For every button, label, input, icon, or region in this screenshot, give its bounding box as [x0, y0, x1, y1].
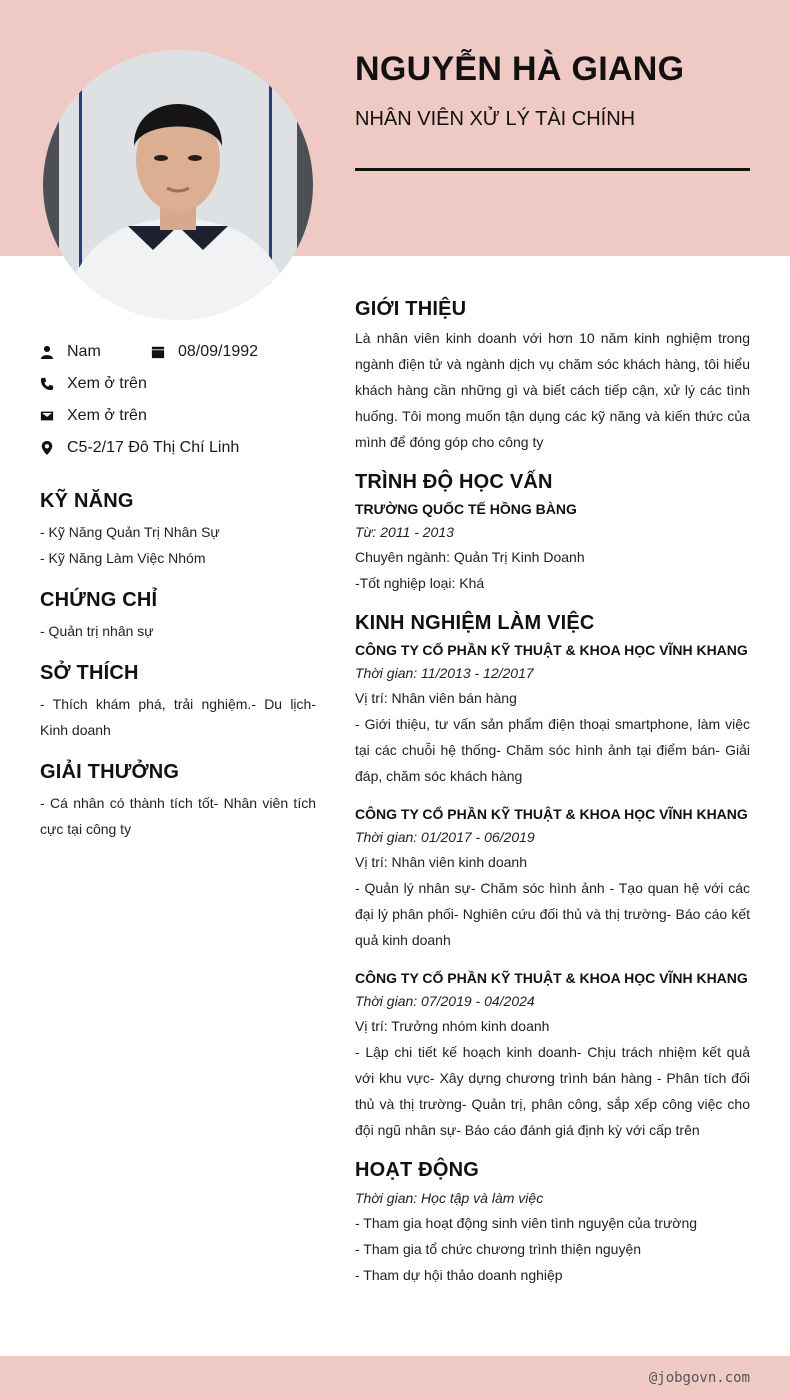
info-row-address: [40, 432, 316, 464]
skill-item: - Kỹ Năng Làm Việc Nhóm: [40, 550, 206, 566]
phone-value: Xem ở trên: [67, 375, 147, 392]
hobbies-title: SỞ THÍCH: [40, 662, 139, 684]
company-name: CÔNG TY CỔ PHẦN KỸ THUẬT & KHOA HỌC VĨNH KHANG: [355, 970, 748, 986]
phone-icon: [40, 377, 54, 391]
job-position: Vị trí: Nhân viên kinh doanh: [355, 854, 527, 870]
activities-section: [355, 1159, 750, 1288]
activity-item: - Tham gia hoạt động sinh viên tình nguyện của trường: [355, 1215, 698, 1231]
location-pin-icon: [40, 441, 54, 455]
info-row-email: [40, 400, 316, 432]
experience-title: KINH NGHIỆM LÀM VIỆC: [355, 612, 595, 634]
job-position: Vị trí: Trưởng nhóm kinh doanh: [355, 1018, 550, 1034]
job-period: Thời gian: 01/2017 - 06/2019: [355, 829, 535, 845]
certificates-title: CHỨNG CHỈ: [40, 589, 158, 611]
activities-period: Thời gian: Học tập và làm việc: [355, 1190, 544, 1206]
person-icon: [40, 345, 54, 359]
job-description: - Quản lý nhân sự- Chăm sóc hình ảnh - Tạo quan hệ với các đại lý phân phối- Nghiên cứu đối thủ và thị trường- Báo cáo kết quả kinh doanh: [355, 880, 750, 948]
left-column: [40, 336, 316, 842]
awards-title: GIẢI THƯỞNG: [40, 761, 180, 783]
gender-value: Nam: [67, 343, 101, 360]
title-divider: [355, 168, 750, 171]
birthday-value: 08/09/1992: [178, 343, 259, 360]
activity-item: - Tham dự hội thảo doanh nghiệp: [355, 1267, 563, 1283]
calendar-icon: [151, 345, 165, 359]
info-row-gender-birthday: [40, 336, 316, 368]
profile-photo: [43, 50, 313, 320]
email-value: Xem ở trên: [67, 407, 147, 424]
intro-text: Là nhân viên kinh doanh với hơn 10 năm kinh nghiệm trong ngành điện tử và ngành dịch vụ chăm sóc khách hàng, tôi hiểu khách hàng cần những gì và biết cách tiếp cận, xử lý các tình huống. Tôi mong muốn tận dụng các kỹ năng và kiến thức của mình để đóng góp cho công ty: [355, 330, 750, 450]
education-title: TRÌNH ĐỘ HỌC VẤN: [355, 471, 553, 493]
address-value: C5-2/17 Đô Thị Chí Linh: [67, 439, 240, 456]
job-entry: [355, 639, 750, 789]
job-description: - Lập chi tiết kế hoạch kinh doanh- Chịu trách nhiệm kết quả với khu vực- Xây dựng chương trình bán hàng - Phân tích đối thủ và thị trường- Quản trị, phân công, sắp xếp công việc cho đội ngũ nhân sự- Báo cáo đánh giá định kỳ với cấp trên: [355, 1044, 750, 1138]
footer-watermark: @jobgovn.com: [648, 1370, 750, 1386]
job-entry: [355, 967, 750, 1143]
mail-icon: [40, 409, 54, 423]
skill-item: - Kỹ Năng Quản Trị Nhân Sự: [40, 524, 220, 540]
job-period: Thời gian: 07/2019 - 04/2024: [355, 993, 535, 1009]
company-name: CÔNG TY CỔ PHẦN KỸ THUẬT & KHOA HỌC VĨNH KHANG: [355, 806, 748, 822]
school-name: TRƯỜNG QUỐC TẾ HỒNG BÀNG: [355, 501, 577, 517]
skills-title: KỸ NĂNG: [40, 490, 134, 512]
education-period: Từ: 2011 - 2013: [355, 524, 454, 540]
job-position: Vị trí: Nhân viên bán hàng: [355, 690, 517, 706]
job-period: Thời gian: 11/2013 - 12/2017: [355, 665, 534, 681]
awards-text: - Cá nhân có thành tích tốt- Nhân viên tích cực tại công ty: [40, 795, 316, 837]
hobbies-text: - Thích khám phá, trải nghiệm.- Du lịch- Kinh doanh: [40, 696, 316, 738]
education-major: Chuyên ngành: Quản Trị Kinh Doanh: [355, 549, 585, 565]
info-row-phone: [40, 368, 316, 400]
job-title: NHÂN VIÊN XỬ LÝ TÀI CHÍNH: [355, 108, 636, 130]
company-name: CÔNG TY CỔ PHẦN KỸ THUẬT & KHOA HỌC VĨNH KHANG: [355, 642, 748, 658]
right-column: [355, 298, 750, 1304]
job-entry: [355, 803, 750, 953]
job-description: - Giới thiệu, tư vấn sản phẩm điện thoại smartphone, làm việc tại các chuỗi hệ thống- Chăm sóc hình ảnh tại điểm bán- Giải đáp, chăm sóc khách hàng: [355, 716, 750, 784]
education-section: [355, 471, 750, 596]
experience-section: [355, 612, 750, 1143]
activity-item: - Tham gia tổ chức chương trình thiện nguyện: [355, 1241, 642, 1257]
candidate-name: NGUYỄN HÀ GIANG: [355, 50, 685, 88]
certificate-item: - Quản trị nhân sự: [40, 623, 154, 639]
education-grade: -Tốt nghiệp loại: Khá: [355, 575, 485, 591]
intro-section: [355, 298, 750, 455]
activities-title: HOẠT ĐỘNG: [355, 1159, 480, 1181]
intro-title: GIỚI THIỆU: [355, 298, 467, 320]
